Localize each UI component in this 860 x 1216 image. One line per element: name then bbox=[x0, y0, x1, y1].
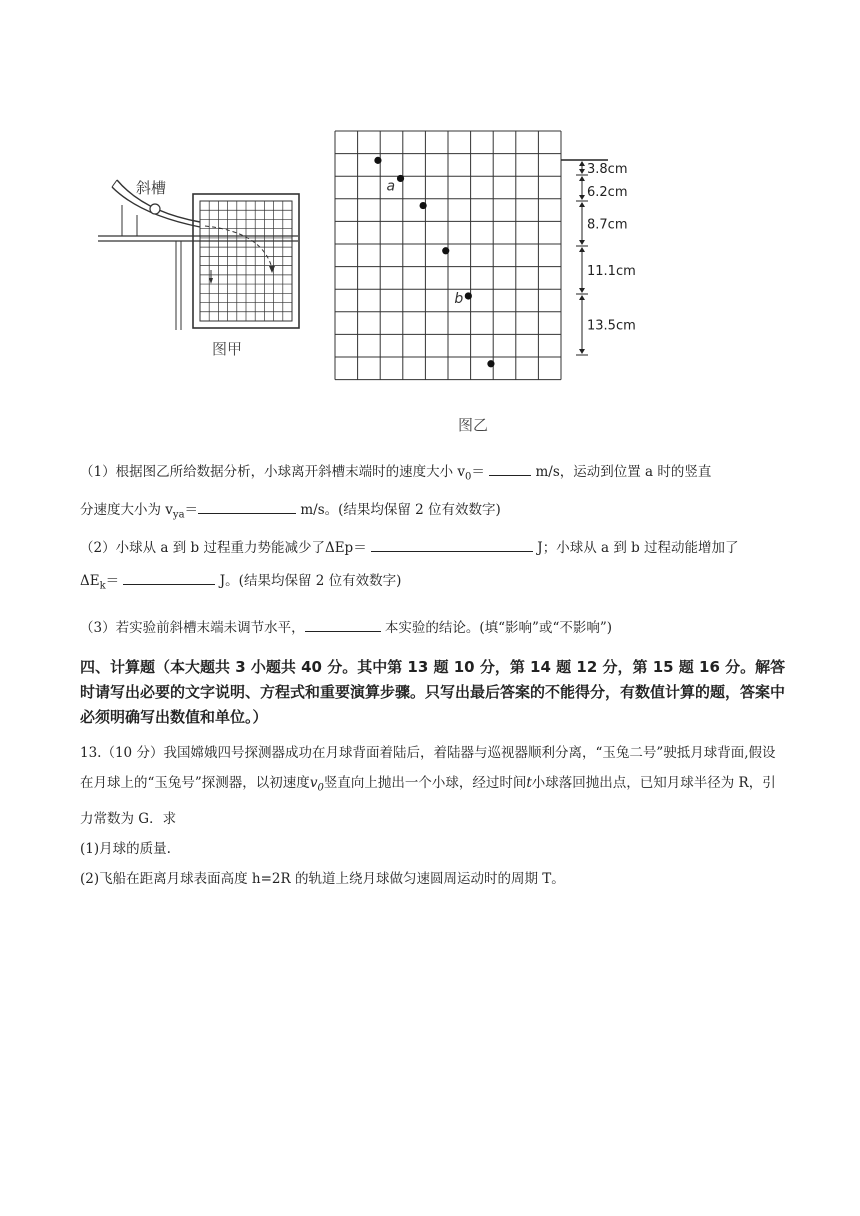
q13-text-b: 竖直向上抛出一个小球，经过时间 bbox=[323, 775, 527, 791]
q1-text-f: m/s。(结果均保留 2 位有效数字) bbox=[296, 501, 501, 518]
q13-text-c: 小球落回抛出点，已知月球半径为 R，引力常数为 G．求 bbox=[80, 775, 776, 827]
measure-label: 3.8cm bbox=[587, 162, 628, 177]
measure-arrow bbox=[579, 240, 585, 245]
measure-arrow bbox=[579, 247, 585, 252]
figure-area bbox=[0, 0, 860, 440]
figures-svg bbox=[0, 0, 860, 440]
measure-label: 6.2cm bbox=[587, 185, 628, 200]
measure-arrow bbox=[579, 169, 585, 174]
point-label-a: a bbox=[386, 178, 396, 195]
figure-yi-grid bbox=[335, 131, 561, 380]
figure-jia bbox=[98, 180, 299, 330]
trajectory-point bbox=[420, 202, 427, 209]
measure-label: 13.5cm bbox=[587, 318, 636, 334]
q13-t: t bbox=[526, 775, 532, 791]
q1-subscript-0: 0 bbox=[465, 471, 472, 483]
q1-text-c: m/s，运动到位置 a 时的竖直 bbox=[531, 464, 712, 480]
figure-yi-points bbox=[374, 157, 494, 368]
chute-label: 斜槽 bbox=[136, 179, 167, 197]
q1-text-b: ＝ bbox=[471, 464, 485, 480]
q13-text-a: 13.（10 分）我国嫦娥四号探测器成功在月球背面着陆后，着陆器与巡视器顺利分离，“玉兔二号”驶抵月球背面,假设在月球上的“玉兔号”探测器，以初速度 bbox=[80, 745, 776, 791]
q1-blank-v0[interactable] bbox=[489, 461, 531, 476]
measure-label: 11.1cm bbox=[587, 264, 636, 279]
trajectory-point bbox=[442, 247, 449, 254]
question-13 bbox=[80, 738, 785, 894]
q2-blank-ek[interactable] bbox=[123, 570, 215, 585]
trajectory-point bbox=[374, 157, 381, 164]
q13-v0-sub: 0 bbox=[317, 782, 324, 794]
question-2 bbox=[80, 532, 785, 603]
measure-arrow bbox=[579, 288, 585, 293]
q2-text-e: J。(结果均保留 2 位有效数字) bbox=[215, 573, 402, 589]
measure-arrow bbox=[579, 176, 585, 181]
q1-text-d: 分速度大小为 v bbox=[80, 501, 173, 518]
q1-subscript-ya: ya bbox=[172, 509, 185, 521]
q2-subscript-k: k bbox=[99, 580, 106, 592]
measure-arrow bbox=[579, 161, 585, 166]
q13-v0: v bbox=[309, 775, 318, 791]
measure-arrow bbox=[579, 349, 585, 354]
trajectory-point bbox=[465, 292, 472, 299]
question-1 bbox=[80, 456, 785, 531]
figure-yi-measurements bbox=[561, 160, 636, 355]
trajectory-point bbox=[397, 175, 404, 182]
point-label-b: b bbox=[454, 290, 464, 307]
q2-text-a: （2）小球从 a 到 b 过程重力势能减少了ΔEp＝ bbox=[80, 540, 367, 556]
q2-text-c: ΔE bbox=[80, 573, 100, 589]
q13-sub-2: (2)飞船在距离月球表面高度 h=2R 的轨道上绕月球做匀速圆周运动时的周期 T。 bbox=[80, 870, 565, 887]
measure-arrow bbox=[579, 202, 585, 207]
measure-arrow bbox=[579, 195, 585, 200]
q3-text-b: 本实验的结论。(填“影响”或“不影响”) bbox=[380, 620, 613, 636]
q2-blank-ep[interactable] bbox=[371, 537, 533, 552]
q3-blank[interactable] bbox=[305, 617, 381, 632]
q13-body bbox=[80, 738, 785, 834]
q1-blank-vya[interactable] bbox=[198, 499, 296, 514]
q1-text-e: ＝ bbox=[184, 501, 199, 518]
q2-text-d: ＝ bbox=[105, 573, 120, 589]
q3-text-a: （3）若实验前斜槽末端未调节水平， bbox=[80, 620, 305, 636]
section-4-heading: 四、计算题（本大题共 3 小题共 40 分。其中第 13 题 10 分，第 14 题 12 分，第 15 题 16 分。解答时请写出必要的文字说明、方程式和重要演算步骤。只写出最后答案的不能得分，有数值计算的题，答案中必须明确写出数值和单位。） bbox=[80, 658, 786, 726]
figure-jia-caption: 图甲 bbox=[212, 340, 243, 358]
q1-text-a: （1）根据图乙所给数据分析，小球离开斜槽末端时的速度大小 v bbox=[80, 464, 466, 480]
q13-sub-1: (1)月球的质量. bbox=[80, 840, 171, 857]
measure-label: 8.7cm bbox=[587, 217, 628, 233]
trajectory-point bbox=[487, 360, 494, 367]
measure-arrow bbox=[579, 295, 585, 300]
question-3 bbox=[80, 612, 785, 645]
figure-yi-caption: 图乙 bbox=[458, 416, 489, 434]
q2-text-b: J；小球从 a 到 b 过程动能增加了 bbox=[533, 540, 739, 556]
